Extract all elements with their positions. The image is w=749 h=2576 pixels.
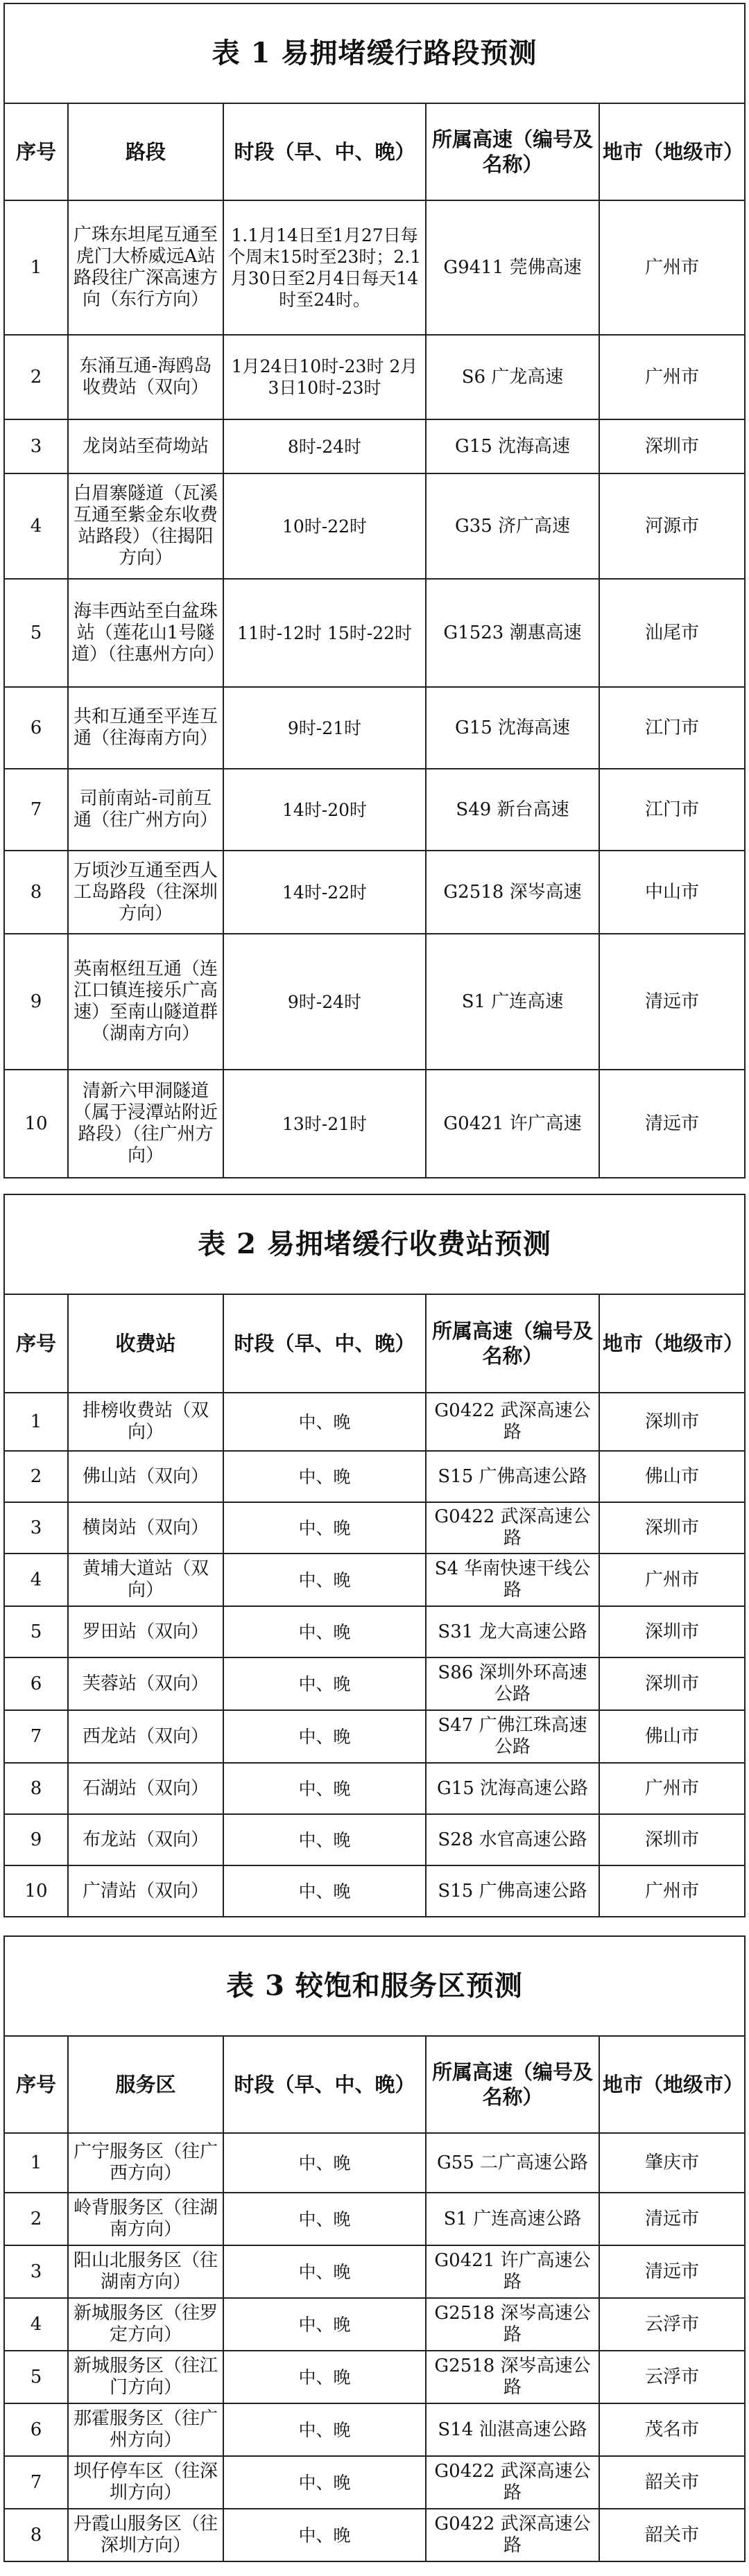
table-1-container: [3, 3, 744, 1178]
row-name-cell: 英南枢纽互通（连江口镇连接乐广高速）至南山隧道群（湖南方向）: [68, 934, 223, 1070]
row-time-cell: 中、晚: [223, 2245, 426, 2298]
row-time-cell: 中、晚: [223, 2403, 426, 2456]
row-city-cell: 韶关市: [599, 2509, 745, 2561]
row-name-cell: 芙蓉站（双向）: [68, 1657, 223, 1710]
row-seq-cell: 5: [4, 579, 68, 687]
row-name-cell: 排榜收费站（双向）: [68, 1393, 223, 1451]
row-city-cell: 佛山市: [599, 1710, 745, 1763]
header-city: 地市（地级市）: [599, 1294, 745, 1393]
row-city-cell: 中山市: [599, 851, 745, 934]
table-congested-toll-stations: [3, 1194, 746, 1917]
row-highway-cell: S1 广连高速公路: [426, 2193, 599, 2245]
header-city: 地市（地级市）: [599, 103, 745, 200]
row-name-cell: 那霍服务区（往广州方向）: [68, 2403, 223, 2456]
table-2-container: [3, 1194, 744, 1917]
table-row: [4, 419, 745, 473]
row-highway-cell: S15 广佛高速公路: [426, 1451, 599, 1502]
row-name-cell: 新城服务区（往罗定方向）: [68, 2298, 223, 2351]
table-row: [4, 1710, 745, 1763]
table-row: [4, 2351, 745, 2403]
table-row: [4, 200, 745, 335]
row-highway-cell: S15 广佛高速公路: [426, 1865, 599, 1917]
row-city-cell: 广州市: [599, 200, 745, 335]
row-name-cell: 岭背服务区（往湖南方向）: [68, 2193, 223, 2245]
row-name-cell: 万顷沙互通至西人工岛路段（往深圳方向）: [68, 851, 223, 934]
row-time-cell: 中、晚: [223, 1502, 426, 1554]
row-highway-cell: G15 沈海高速: [426, 687, 599, 769]
row-time-cell: 中、晚: [223, 1814, 426, 1865]
row-city-cell: 清远市: [599, 1070, 745, 1178]
row-city-cell: 深圳市: [599, 1502, 745, 1554]
row-seq-cell: 9: [4, 1814, 68, 1865]
row-seq-cell: 2: [4, 335, 68, 419]
row-time-cell: 中、晚: [223, 1657, 426, 1710]
row-highway-cell: G0422 武深高速公路: [426, 1393, 599, 1451]
row-name-cell: 佛山站（双向）: [68, 1451, 223, 1502]
table-2-header-row: [4, 1294, 745, 1393]
row-time-cell: 11时-12时 15时-22时: [223, 579, 426, 687]
table-row: [4, 687, 745, 769]
table-row: [4, 2245, 745, 2298]
row-name-cell: 广珠东坦尾互通至虎门大桥威远A站路段往广深高速方向（东行方向）: [68, 200, 223, 335]
row-name-cell: 布龙站（双向）: [68, 1814, 223, 1865]
table-row: [4, 579, 745, 687]
row-seq-cell: 7: [4, 769, 68, 851]
row-city-cell: 深圳市: [599, 1657, 745, 1710]
header-time: 时段（早、中、晚）: [223, 1294, 426, 1393]
row-seq-cell: 1: [4, 1393, 68, 1451]
row-highway-cell: S1 广连高速: [426, 934, 599, 1070]
row-seq-cell: 5: [4, 2351, 68, 2403]
row-city-cell: 韶关市: [599, 2456, 745, 2509]
row-city-cell: 汕尾市: [599, 579, 745, 687]
row-name-cell: 白眉寨隧道（瓦溪互通至紫金东收费站路段）（往揭阳方向）: [68, 473, 223, 579]
table-3-container: [3, 1935, 744, 2562]
table-row: [4, 1657, 745, 1710]
row-city-cell: 茂名市: [599, 2403, 745, 2456]
table-1-title: 表 1 易拥堵缓行路段预测: [4, 3, 745, 103]
row-seq-cell: 3: [4, 419, 68, 473]
row-time-cell: 14时-20时: [223, 769, 426, 851]
row-city-cell: 深圳市: [599, 419, 745, 473]
row-time-cell: 中、晚: [223, 1763, 426, 1814]
row-seq-cell: 6: [4, 2403, 68, 2456]
row-name-cell: 司前南站-司前互通（往广州方向）: [68, 769, 223, 851]
table-row: [4, 1865, 745, 1917]
row-seq-cell: 6: [4, 687, 68, 769]
row-city-cell: 云浮市: [599, 2298, 745, 2351]
header-service-area: 服务区: [68, 2036, 223, 2133]
row-time-cell: 1月24日10时-23时 2月3日10时-23时: [223, 335, 426, 419]
header-road: 路段: [68, 103, 223, 200]
row-city-cell: 深圳市: [599, 1814, 745, 1865]
table-row: [4, 335, 745, 419]
row-city-cell: 清远市: [599, 934, 745, 1070]
row-time-cell: 中、晚: [223, 1393, 426, 1451]
table-row: [4, 2298, 745, 2351]
row-seq-cell: 9: [4, 934, 68, 1070]
table-2-title: 表 2 易拥堵缓行收费站预测: [4, 1194, 745, 1294]
table-row: [4, 2403, 745, 2456]
row-city-cell: 肇庆市: [599, 2133, 745, 2193]
row-highway-cell: G15 沈海高速: [426, 419, 599, 473]
row-time-cell: 中、晚: [223, 2298, 426, 2351]
row-seq-cell: 2: [4, 1451, 68, 1502]
header-time: 时段（早、中、晚）: [223, 2036, 426, 2133]
row-time-cell: 中、晚: [223, 1606, 426, 1657]
table-row: [4, 1606, 745, 1657]
table-row: [4, 769, 745, 851]
row-highway-cell: G55 二广高速公路: [426, 2133, 599, 2193]
table-row: [4, 1070, 745, 1178]
row-name-cell: 西龙站（双向）: [68, 1710, 223, 1763]
row-city-cell: 广州市: [599, 1865, 745, 1917]
header-seq: 序号: [4, 103, 68, 200]
row-seq-cell: 3: [4, 2245, 68, 2298]
table-row: [4, 473, 745, 579]
table-row: [4, 2133, 745, 2193]
row-time-cell: 中、晚: [223, 1710, 426, 1763]
row-time-cell: 9时-21时: [223, 687, 426, 769]
table-row: [4, 2193, 745, 2245]
table-3-header-row: [4, 2036, 745, 2133]
table-1-header-row: [4, 103, 745, 200]
row-highway-cell: G15 沈海高速公路: [426, 1763, 599, 1814]
row-name-cell: 龙岗站至荷坳站: [68, 419, 223, 473]
header-time: 时段（早、中、晚）: [223, 103, 426, 200]
row-city-cell: 云浮市: [599, 2351, 745, 2403]
row-highway-cell: G35 济广高速: [426, 473, 599, 579]
row-city-cell: 深圳市: [599, 1606, 745, 1657]
row-highway-cell: S31 龙大高速公路: [426, 1606, 599, 1657]
row-highway-cell: S49 新台高速: [426, 769, 599, 851]
row-highway-cell: G0422 武深高速公路: [426, 2456, 599, 2509]
row-name-cell: 共和互通至平连互通（往海南方向）: [68, 687, 223, 769]
row-name-cell: 石湖站（双向）: [68, 1763, 223, 1814]
row-seq-cell: 1: [4, 2133, 68, 2193]
table-row: [4, 2509, 745, 2561]
table-row: [4, 2456, 745, 2509]
row-seq-cell: 5: [4, 1606, 68, 1657]
row-time-cell: 中、晚: [223, 1451, 426, 1502]
row-seq-cell: 8: [4, 2509, 68, 2561]
row-city-cell: 清远市: [599, 2245, 745, 2298]
row-seq-cell: 7: [4, 1710, 68, 1763]
row-time-cell: 8时-24时: [223, 419, 426, 473]
table-congested-road-sections: [3, 3, 746, 1178]
row-highway-cell: G2518 深岑高速公路: [426, 2351, 599, 2403]
row-time-cell: 9时-24时: [223, 934, 426, 1070]
table-row: [4, 1393, 745, 1451]
header-seq: 序号: [4, 1294, 68, 1393]
row-seq-cell: 2: [4, 2193, 68, 2245]
table-3-title: 表 3 较饱和服务区预测: [4, 1936, 745, 2036]
row-time-cell: 中、晚: [223, 2509, 426, 2561]
row-highway-cell: S47 广佛江珠高速公路: [426, 1710, 599, 1763]
row-city-cell: 清远市: [599, 2193, 745, 2245]
table-2-body: [4, 1194, 745, 1917]
table-row: [4, 851, 745, 934]
row-highway-cell: G2518 深岑高速公路: [426, 2298, 599, 2351]
row-name-cell: 广宁服务区（往广西方向）: [68, 2133, 223, 2193]
row-highway-cell: S86 深圳外环高速公路: [426, 1657, 599, 1710]
row-city-cell: 河源市: [599, 473, 745, 579]
row-name-cell: 广清站（双向）: [68, 1865, 223, 1917]
row-city-cell: 广州市: [599, 1554, 745, 1606]
row-seq-cell: 6: [4, 1657, 68, 1710]
row-name-cell: 坝仔停车区（往深圳方向）: [68, 2456, 223, 2509]
row-seq-cell: 1: [4, 200, 68, 335]
header-city: 地市（地级市）: [599, 2036, 745, 2133]
row-time-cell: 中、晚: [223, 1554, 426, 1606]
table-row: [4, 1763, 745, 1814]
row-city-cell: 佛山市: [599, 1451, 745, 1502]
row-time-cell: 中、晚: [223, 2193, 426, 2245]
row-seq-cell: 8: [4, 1763, 68, 1814]
row-city-cell: 深圳市: [599, 1393, 745, 1451]
row-name-cell: 东涌互通-海鸥岛收费站（双向）: [68, 335, 223, 419]
table-row: [4, 1814, 745, 1865]
table-row: [4, 1451, 745, 1502]
row-time-cell: 10时-22时: [223, 473, 426, 579]
row-highway-cell: G1523 潮惠高速: [426, 579, 599, 687]
row-highway-cell: S6 广龙高速: [426, 335, 599, 419]
row-name-cell: 阳山北服务区（往湖南方向）: [68, 2245, 223, 2298]
header-highway: 所属高速（编号及名称）: [426, 103, 599, 200]
row-time-cell: 14时-22时: [223, 851, 426, 934]
row-seq-cell: 3: [4, 1502, 68, 1554]
row-time-cell: 中、晚: [223, 1865, 426, 1917]
row-name-cell: 新城服务区（往江门方向）: [68, 2351, 223, 2403]
row-seq-cell: 10: [4, 1070, 68, 1178]
row-highway-cell: S4 华南快速干线公路: [426, 1554, 599, 1606]
row-name-cell: 横岗站（双向）: [68, 1502, 223, 1554]
row-city-cell: 江门市: [599, 769, 745, 851]
header-toll: 收费站: [68, 1294, 223, 1393]
row-time-cell: 中、晚: [223, 2456, 426, 2509]
row-seq-cell: 7: [4, 2456, 68, 2509]
row-highway-cell: G0422 武深高速公路: [426, 1502, 599, 1554]
row-time-cell: 中、晚: [223, 2133, 426, 2193]
row-name-cell: 丹霞山服务区（往深圳方向）: [68, 2509, 223, 2561]
table-row: [4, 1554, 745, 1606]
row-seq-cell: 4: [4, 1554, 68, 1606]
row-seq-cell: 4: [4, 2298, 68, 2351]
row-highway-cell: G2518 深岑高速: [426, 851, 599, 934]
row-name-cell: 罗田站（双向）: [68, 1606, 223, 1657]
row-name-cell: 清新六甲洞隧道（属于浸潭站附近路段）（往广州方向）: [68, 1070, 223, 1178]
row-city-cell: 江门市: [599, 687, 745, 769]
header-highway: 所属高速（编号及名称）: [426, 1294, 599, 1393]
table-3-body: [4, 1936, 745, 2561]
row-city-cell: 广州市: [599, 1763, 745, 1814]
table-row: [4, 934, 745, 1070]
row-name-cell: 海丰西站至白盆珠站（莲花山1号隧道）（往惠州方向）: [68, 579, 223, 687]
row-highway-cell: S14 汕湛高速公路: [426, 2403, 599, 2456]
row-name-cell: 黄埔大道站（双向）: [68, 1554, 223, 1606]
row-highway-cell: G0421 许广高速: [426, 1070, 599, 1178]
row-seq-cell: 8: [4, 851, 68, 934]
row-city-cell: 广州市: [599, 335, 745, 419]
row-time-cell: 1.1月14日至1月27日每个周末15时至23时；2.1月30日至2月4日每天14时至24时。: [223, 200, 426, 335]
row-highway-cell: G0422 武深高速公路: [426, 2509, 599, 2561]
row-highway-cell: S28 水官高速公路: [426, 1814, 599, 1865]
header-highway: 所属高速（编号及名称）: [426, 2036, 599, 2133]
row-seq-cell: 4: [4, 473, 68, 579]
row-time-cell: 13时-21时: [223, 1070, 426, 1178]
row-seq-cell: 10: [4, 1865, 68, 1917]
table-saturated-service-areas: [3, 1935, 746, 2562]
row-highway-cell: G0421 许广高速公路: [426, 2245, 599, 2298]
table-1-body: [4, 3, 745, 1178]
header-seq: 序号: [4, 2036, 68, 2133]
row-time-cell: 中、晚: [223, 2351, 426, 2403]
row-highway-cell: G9411 莞佛高速: [426, 200, 599, 335]
table-row: [4, 1502, 745, 1554]
